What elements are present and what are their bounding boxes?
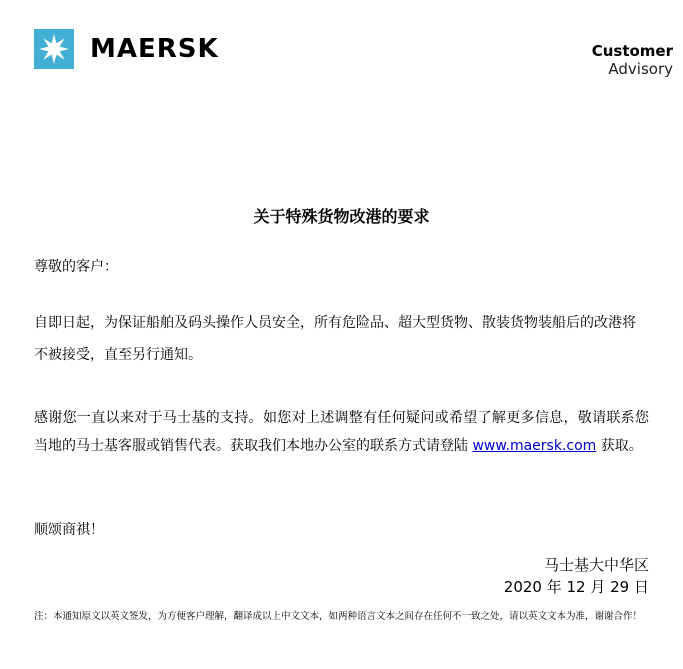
- signature-date: 2020 年 12 月 29 日: [503, 578, 649, 596]
- paragraph-2-text: 感谢您一直以来对于马士基的支持。如您对上述调整有任何疑问或希望了解更多信息，敬请联系您当地的马士基客服或销售代表。获取我们本地办公室的联系方式请登陆: [34, 410, 649, 454]
- star-icon: [34, 29, 74, 69]
- customer-advisory-label: [592, 42, 673, 78]
- footnote: 注：本通知原文以英文签发，为方便客户理解，翻译成以上中文文本，如两种语言文本之间存在任何不一致之处，请以英文文本为准，谢谢合作！: [34, 611, 643, 622]
- paragraph-2: [34, 404, 649, 460]
- maersk-website-link[interactable]: www.maersk.com: [472, 438, 597, 454]
- advisory-line2: Advisory: [608, 60, 673, 78]
- paragraph-1: 自即日起，为保证船舶及码头操作人员安全，所有危险品、超大型货物、散装货物装船后的改港将不被接受，直至另行通知。: [34, 315, 636, 363]
- paragraph-2-suffix: 获取。: [596, 438, 643, 454]
- document-title: 关于特殊货物改港的要求: [253, 207, 430, 226]
- salutation: 尊敬的客户：: [34, 259, 118, 275]
- advisory-line1: Customer: [591, 42, 673, 60]
- signature-org: 马士基大中华区: [543, 556, 649, 574]
- logo-text: MAERSK: [90, 34, 219, 64]
- maersk-logo: [34, 29, 219, 69]
- closing: 顺颂商祺！: [34, 522, 104, 538]
